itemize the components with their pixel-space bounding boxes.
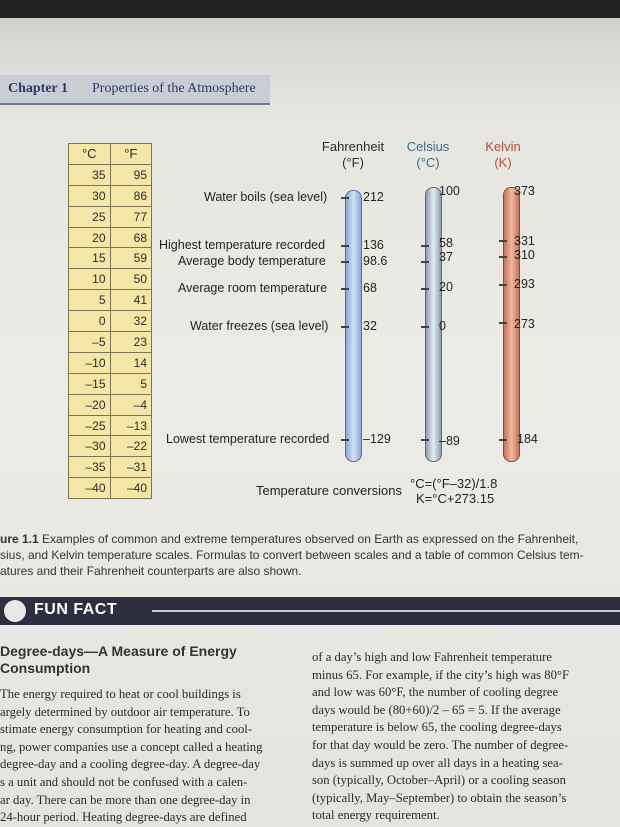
tick <box>421 245 429 247</box>
fahrenheit-cell: 95 <box>110 164 151 185</box>
formula-celsius: °C=(°F–32)/1.8 <box>410 476 498 491</box>
k-value-body: 310 <box>514 248 535 262</box>
table-row <box>69 227 152 248</box>
c-value-room: 20 <box>439 280 453 294</box>
celsius-cell: 35 <box>69 164 111 185</box>
table-row <box>69 457 152 478</box>
k-value-highest: 331 <box>514 234 535 248</box>
caption-line-1: Examples of common and extreme temperatures observed on Earth as expressed on the Fahrenheit, <box>38 532 579 546</box>
celsius-cell: –20 <box>69 394 111 415</box>
table-row <box>69 373 152 394</box>
celsius-cell: –30 <box>69 436 111 457</box>
table-row <box>69 206 152 227</box>
tick <box>499 284 507 286</box>
article-left-column <box>0 686 292 827</box>
article-line: minus 65. For example, if the city’s high was 80°F <box>312 667 570 682</box>
fahrenheit-cell: 59 <box>110 248 151 269</box>
fahrenheit-cell: 68 <box>110 227 151 248</box>
table-header-celsius: °C <box>69 144 111 165</box>
tick <box>499 439 507 441</box>
c-value-lowest: –89 <box>439 434 460 448</box>
conversions-label: Temperature conversions <box>256 483 402 498</box>
c-value-freezes: 0 <box>439 319 446 333</box>
fahrenheit-cell: 14 <box>110 352 151 373</box>
marker-label-room: Average room temperature <box>178 281 328 295</box>
fahrenheit-cell: 32 <box>110 311 151 332</box>
marker-label-highest: Highest temperature recorded <box>159 238 326 252</box>
f-value-room: 68 <box>363 281 377 295</box>
celsius-cell: –35 <box>69 457 111 478</box>
c-value-boils: 100 <box>439 184 460 198</box>
tick <box>341 261 349 263</box>
article-line: 24-hour period. Heating degree-days are defined <box>0 810 247 825</box>
table-row <box>69 290 152 311</box>
table-row <box>69 436 152 457</box>
table-row <box>69 478 152 499</box>
fahrenheit-cell: 23 <box>110 332 151 353</box>
article-line: The energy required to heat or cool buildings is <box>0 687 241 701</box>
table-row <box>69 394 152 415</box>
fahrenheit-name: Fahrenheit <box>321 139 385 154</box>
table-row <box>69 248 152 269</box>
celsius-cell: 30 <box>69 185 111 206</box>
article-line: and low was 60°F, the number of cooling degree <box>312 685 559 700</box>
tick <box>341 288 349 290</box>
celsius-cell: –10 <box>69 352 111 373</box>
article-line: of a day’s high and low Fahrenheit temperature <box>312 650 552 664</box>
fun-fact-banner <box>0 597 620 625</box>
f-value-lowest: –129 <box>363 432 391 446</box>
celsius-cell: –40 <box>69 478 111 499</box>
table-row <box>69 332 152 353</box>
fahrenheit-cell: –4 <box>110 394 151 415</box>
article-line: son (typically, October–April) or a cooling season <box>312 773 566 788</box>
tick <box>421 439 429 441</box>
table-row <box>69 269 152 290</box>
fahrenheit-cell: –31 <box>110 457 151 478</box>
table-row <box>69 185 152 206</box>
article-line: days is summed up over all days in a heating sea- <box>312 755 563 770</box>
chapter-title: Properties of the Atmosphere <box>92 81 256 96</box>
article-line: ar day. There can be more than one degree-day in <box>0 792 251 807</box>
article-heading-line-2: Consumption <box>0 660 91 676</box>
f-value-freezes: 32 <box>363 319 377 333</box>
f-value-body: 98.6 <box>363 254 388 268</box>
marker-label-boils: Water boils (sea level) <box>204 190 328 204</box>
kelvin-unit: (K) <box>494 155 512 170</box>
table-row <box>69 164 152 185</box>
divider <box>152 610 620 612</box>
f-value-boils: 212 <box>363 190 384 204</box>
marker-label-lowest: Lowest temperature recorded <box>166 432 330 446</box>
fahrenheit-unit: (°F) <box>342 155 364 170</box>
marker-label-freezes: Water freezes (sea level) <box>190 319 329 333</box>
article-heading-line-1: Degree-days—A Measure of Energy <box>0 643 237 659</box>
tick <box>341 439 349 441</box>
fahrenheit-cell: –22 <box>110 436 151 457</box>
celsius-cell: 5 <box>69 290 111 311</box>
celsius-cell: –5 <box>69 332 111 353</box>
table-row <box>69 311 152 332</box>
celsius-header <box>398 139 458 171</box>
fahrenheit-cell: 5 <box>110 373 151 394</box>
dark-top-band <box>0 0 620 18</box>
k-value-boils: 373 <box>514 184 535 198</box>
caption-line-2: sius, and Kelvin temperature scales. Formulas to convert between scales and a table of common Celsius tem- <box>0 548 584 562</box>
celsius-cell: 15 <box>69 248 111 269</box>
f-value-highest: 136 <box>363 238 384 252</box>
table-header-fahrenheit: °F <box>110 144 151 165</box>
figure-caption <box>0 531 620 579</box>
celsius-cell: 10 <box>69 269 111 290</box>
tick <box>341 197 349 199</box>
fahrenheit-header <box>318 139 388 171</box>
k-value-lowest: 184 <box>517 432 538 446</box>
celsius-cell: –25 <box>69 415 111 436</box>
circle-icon <box>4 600 26 622</box>
table-row <box>69 415 152 436</box>
fahrenheit-cell: 77 <box>110 206 151 227</box>
article-line: degree-day and a cooling degree-day. A degree-day <box>0 757 261 772</box>
article-line: ng, power companies use a concept called a heating <box>0 739 263 754</box>
formula-kelvin: K=°C+273.15 <box>416 491 495 506</box>
celsius-name: Celsius <box>406 139 450 154</box>
fahrenheit-cell: –13 <box>110 415 151 436</box>
tick <box>499 322 507 324</box>
k-value-room: 293 <box>514 277 535 291</box>
tick <box>341 245 349 247</box>
article-line: argely determined by outdoor air temperature. To <box>0 704 250 719</box>
tick <box>499 240 507 242</box>
article-right-column <box>312 649 612 825</box>
fahrenheit-cell: 41 <box>110 290 151 311</box>
article-heading <box>0 643 280 677</box>
fahrenheit-cell: 50 <box>110 269 151 290</box>
conversion-table <box>68 143 152 499</box>
k-value-freezes: 273 <box>514 317 535 331</box>
article-line: days would be (80+60)/2 – 65 = 5. If the average <box>312 702 561 717</box>
celsius-cell: 0 <box>69 311 111 332</box>
celsius-cell: 25 <box>69 206 111 227</box>
fun-fact-title: FUN FACT <box>34 601 118 618</box>
tick <box>421 326 429 328</box>
fahrenheit-cell: 86 <box>110 185 151 206</box>
chapter-header <box>0 75 270 105</box>
chapter-number: Chapter 1 <box>8 81 69 96</box>
fahrenheit-cell: –40 <box>110 478 151 499</box>
kelvin-name: Kelvin <box>485 139 521 154</box>
c-value-highest: 58 <box>439 236 453 250</box>
tick <box>421 288 429 290</box>
celsius-cell: 20 <box>69 227 111 248</box>
article-line: total energy requirement. <box>312 808 440 823</box>
article-line: s a unit and should not be confused with a calen- <box>0 774 248 789</box>
caption-line-3: atures and their Fahrenheit counterparts are also shown. <box>0 564 302 578</box>
table-row <box>69 352 152 373</box>
article-line: for that day would be zero. The number of degree- <box>312 737 569 752</box>
c-value-body: 37 <box>439 250 453 264</box>
caption-figure-number: ure 1.1 <box>0 532 39 546</box>
tick <box>499 256 507 258</box>
marker-label-body: Average body temperature <box>178 254 326 268</box>
article-line: stimate energy consumption for heating and cool- <box>0 722 253 737</box>
celsius-unit: (°C) <box>416 155 440 170</box>
celsius-cell: –15 <box>69 373 111 394</box>
article-line: (typically, May–September) to obtain the season’s <box>312 790 567 805</box>
tick <box>421 261 429 263</box>
kelvin-header <box>478 139 528 171</box>
tick <box>341 326 349 328</box>
article-line: temperature is below 65, the cooling degree-days <box>312 720 562 735</box>
